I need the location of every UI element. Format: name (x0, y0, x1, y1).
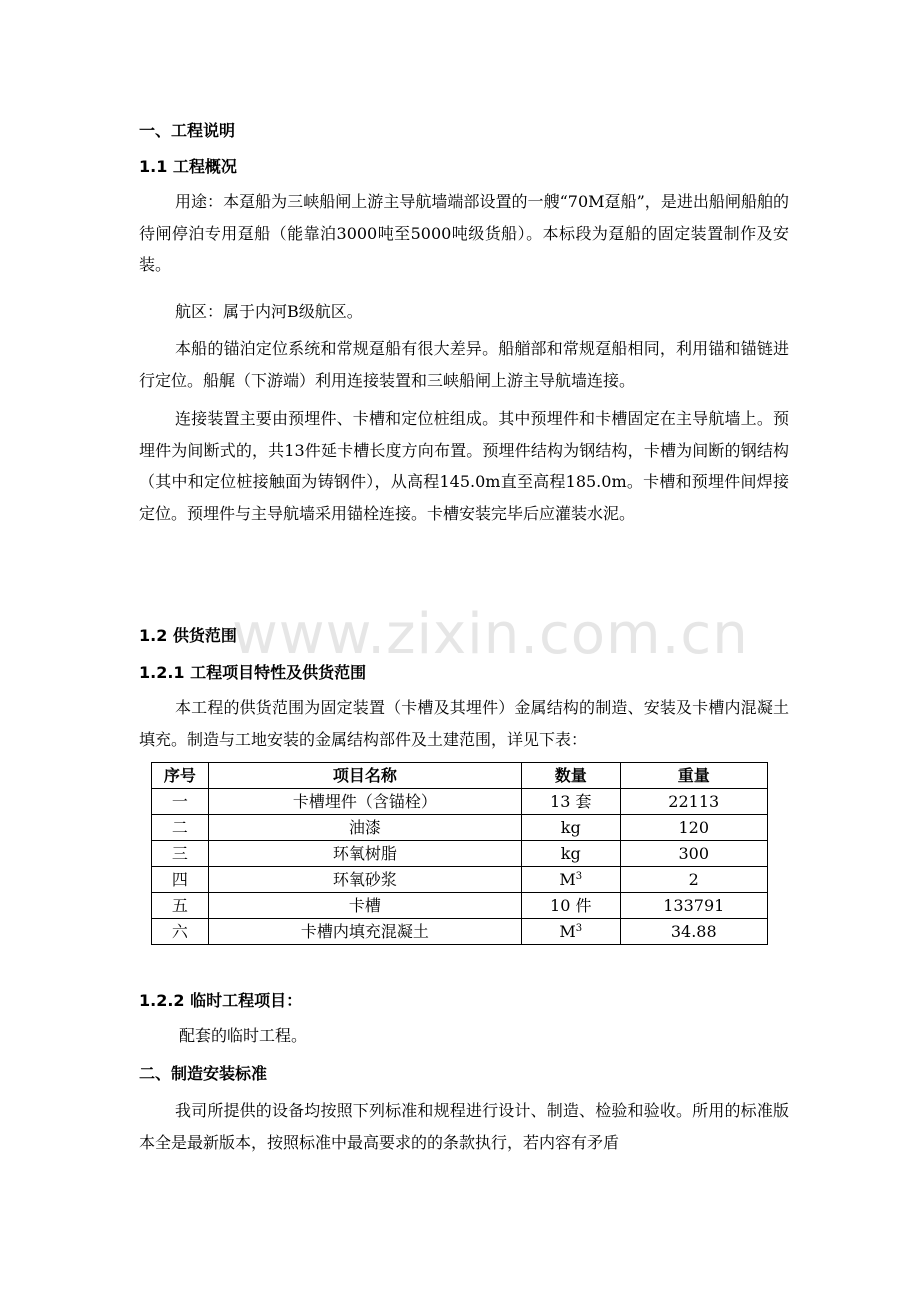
cell-qty (521, 893, 620, 919)
section-1-2-heading: 1.2 供货范围 (139, 626, 237, 645)
cell-weight: 120 (620, 815, 767, 841)
cell-no: 六 (152, 919, 209, 945)
paragraph-supply-scope: 本工程的供货范围为固定装置（卡槽及其埋件）金属结构的制造、安装及卡槽内混凝土填充。制造与工地安装的金属结构部件及土建范围，详见下表： (139, 698, 789, 749)
section-2-heading: 二、制造安装标准 (139, 1064, 268, 1083)
supply-table (151, 762, 768, 945)
cell-weight: 22113 (620, 789, 767, 815)
qty-superscript: 3 (575, 870, 583, 882)
table-row (152, 919, 768, 945)
header-item-name: 项目名称 (208, 763, 521, 789)
paragraph-connection-device: 连接装置主要由预埋件、卡槽和定位桩组成。其中预埋件和卡槽固定在主导航墙上。预埋件为间断式的，共13件延卡槽长度方向布置。预埋件结构为钢结构，卡槽为间断的钢结构（其中和定位桩接触面为铸钢件），从高程145.0m直至高程185.0m。卡槽和预埋件间焊接定位。预埋件与主导航墙采用锚栓连接。卡槽安装完毕后应灌装水泥。 (139, 409, 789, 523)
paragraph-purpose: 用途：本趸船为三峡船闸上游主导航墙端部设置的一艘“70M趸船”，是进出船闸船舶的待闸停泊专用趸船（能靠泊3000吨至5000吨级货船）。本标段为趸船的固定装置制作及安装。 (139, 192, 789, 274)
table-row (152, 789, 768, 815)
qty-value: M (559, 869, 576, 889)
cell-name: 卡槽埋件（含锚栓） (208, 789, 521, 815)
cell-name: 环氧砂浆 (208, 867, 521, 893)
cell-name: 油漆 (208, 815, 521, 841)
cell-weight: 34.88 (620, 919, 767, 945)
section-1-2-1-heading: 1.2.1 工程项目特性及供货范围 (139, 663, 367, 682)
cell-no: 二 (152, 815, 209, 841)
cell-qty (521, 867, 620, 893)
watermark: www.zixin.com.cn (232, 602, 749, 667)
cell-no: 五 (152, 893, 209, 919)
header-no: 序号 (152, 763, 209, 789)
header-quantity: 数量 (521, 763, 620, 789)
section-1-1-heading: 1.1 工程概况 (139, 157, 237, 176)
qty-superscript: 3 (575, 922, 583, 934)
table-row (152, 815, 768, 841)
header-weight: 重量 (620, 763, 767, 789)
section-1-2-2-heading: 1.2.2 临时工程项目： (139, 991, 303, 1010)
cell-weight: 300 (620, 841, 767, 867)
paragraph-navigation-area: 航区：属于内河B级航区。 (175, 302, 363, 321)
paragraph-standards: 我司所提供的设备均按照下列标准和规程进行设计、制造、检验和验收。所用的标准版本全是最新版本，按照标准中最高要求的的条款执行，若内容有矛盾 (139, 1101, 789, 1152)
table-row (152, 867, 768, 893)
table-header-row (152, 763, 768, 789)
cell-name: 环氧树脂 (208, 841, 521, 867)
cell-qty (521, 789, 620, 815)
cell-qty (521, 841, 620, 867)
cell-weight: 133791 (620, 893, 767, 919)
qty-value: kg (560, 843, 581, 863)
qty-value: kg (560, 817, 581, 837)
table-row (152, 893, 768, 919)
paragraph-mooring-system: 本船的锚泊定位系统和常规趸船有很大差异。船艏部和常规趸船相同，利用锚和锚链进行定位。船艉（下游端）利用连接装置和三峡船闸上游主导航墙连接。 (139, 339, 789, 390)
cell-name: 卡槽内填充混凝土 (208, 919, 521, 945)
cell-name: 卡槽 (208, 893, 521, 919)
qty-value: 13 套 (550, 791, 592, 811)
cell-weight: 2 (620, 867, 767, 893)
section-1-heading: 一、工程说明 (139, 121, 236, 140)
cell-no: 四 (152, 867, 209, 893)
cell-no: 三 (152, 841, 209, 867)
cell-no: 一 (152, 789, 209, 815)
paragraph-temporary-works: 配套的临时工程。 (179, 1026, 308, 1045)
table-row (152, 841, 768, 867)
cell-qty (521, 919, 620, 945)
cell-qty (521, 815, 620, 841)
qty-value: M (559, 921, 576, 941)
qty-value: 10 件 (550, 895, 592, 915)
